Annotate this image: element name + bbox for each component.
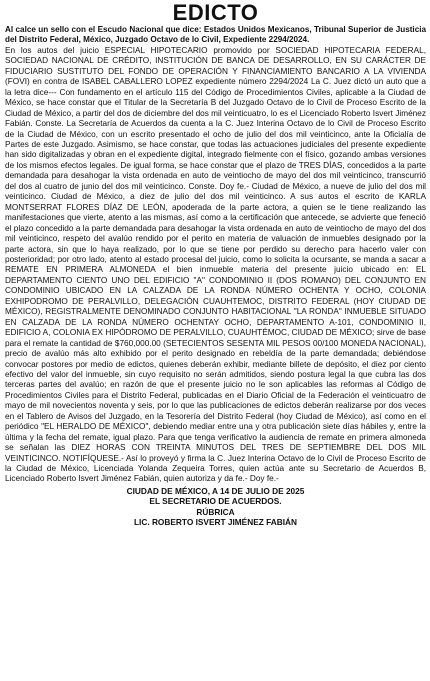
notice-title: EDICTO [172,0,259,25]
signature-note: RÚBRICA [196,506,235,517]
place-date: CIUDAD DE MÉXICO, A 14 DE JULIO DE 2025 [126,485,305,496]
seal-heading: Al calce un sello con el Escudo Nacional que dice: Estados Unidos Mexicanos, Tribunal Superior de Justicia del Distrito Federal, México, Juzgado Octavo de lo Civil, Expediente 2294/2024. [5,25,426,45]
signer-role: EL SECRETARIO DE ACUERDOS. [149,496,282,507]
notice-body: En los autos del juicio ESPECIAL HIPOTECARIO promovido por SOCIEDAD HIPOTECARIA FEDERAL, SOCIEDAD NACIONAL DE CRÉDITO, INSTITUCIÓN DE BANCA DE DESARROLLO, EN SU CARÁCTER DE FIDUCIARIO SUSTITUTO DEL FONDO DE OPERACIÓN Y FINANCIAMIENTO BANCARIO A LA VIVIENDA (FOVI) en contra de ISABEL CABALLERO LOPEZ expediente número 2294/2024 La C. Juez dictó un auto que a la letra dice--- Con fundamento en el artículo 115 del Código de Procedimientos Civiles, aplicable a la Ciudad de México, se hace constar que el Titular de la Secretaría B del Juzgado Octavo de lo Civil de Proceso Escrito de la Ciudad de México, a partir del dos de diciembre del dos mil veinticuatro, lo es el Licenciado Roberto Isvert Jiménez Fabián. Conste. La Secretaría de Acuerdos da cuenta a la C. Juez Interina Octavo de lo Civil de Proceso Escrito de la Ciudad de México, con un escrito presentado el ocho de julio del dos mil veinticinco, ante la Oficialía de Partes de este Juzgado. Asimismo, se hace constar, que todas las actuaciones judiciales del presente expediente han sido digitalizadas y obran en el expediente digital, integrado fielmente con el físico, gozando ambas versiones de los mismos efectos legales. De igual forma, se hace constar que el plazo de TRES DÍAS, concedidos a la parte demandada para desahogar la vista ordenada en auto de veintiocho de mayo del dos mil veinticinco, transcurrió del dos al cuatro de junio del dos mil veinticinco. Conste. Doy fe.- Ciudad de México, a nueve de julio del dos mil veinticinco. Ciudad de México, a diez de julio del dos mil veinticinco. A sus autos el escrito de KARLA MONTSERRAT FLORES DÍAZ DE LEÓN, apoderada de la parte actora, a quien se le tiene realizando las manifestaciones que vierte, atento a las mismas, así como a la certificación que antecede, se advierte que feneció el plazo concedido a la parte demandada para desahogar la vista ordenada en auto de veintiocho de mayo del dos mil veinticinco, respeto del avalúo rendido por el perito en materia de valuación de inmuebles designado por la parte actora, sin que lo haya realizado, por lo que se tiene por perdido su derecho para hacerlo valer con posterioridad; por otro lado, atento al estado procesal del juicio, como lo solicita la ocursante, se manda a sacar a REMATE EN PRIMERA ALMONEDA el bien inmueble materia del presente juicio ubicado en: EL DEPARTAMENTO CIENTO UNO DEL EDIFICIO "A" CONDOMINIO II (DOS ROMANO) DEL CONJUNTO EN CONDOMINIO UBICADO EN LA CALZADA DE LA RONDA NÚMERO OCHENTA Y OCHO, COLONIA EXHIPODROMO DE PERALVILLO, DELEGACIÓN CUAUHTEMOC, DISTRITO FEDERAL (HOY CIUDAD DE MÉXICO), REGISTRALMENTE DENOMINADO CONJUNTO HABITACIONAL "LA RONDA" INMUEBLE SITUADO EN CALZADA DE LA RONDA NÚMERO OCHENTAY OCHO, DEPARTAMENTO A-101, CONDOMINIO II, EDIFICIO A, COLONIA EX HIPÓDROMO DE PERALVILLO, CUAUHTÉMOC, CIUDAD DE MÉXICO; sirve de base para el remate la cantidad de $760,000.00 (SETECIENTOS SESENTA MIL PESOS 00/100 MONEDA NACIONAL), precio de avalúo más alto exhibido por el perito designado en rebeldía de la parte demandada; debiéndose convocar postores por medio de edictos, quienes deberán exhibir, mediante billete de depósito, el diez por ciento efectivo del valor del inmueble, sin cuyo requisito no serán admitidos, siendo postura legal la que cubra las dos terceras partes del avalúo; en razón de que el presente juicio no le son aplicables las reformas al Código de Procedimientos Civiles para el Distrito Federal, publicadas en el Diario Oficial de la Federación el veinticuatro de mayo de mil novecientos noventa y seis, por lo que las publicaciones de edictos deberán realizarse por dos veces en el Tablero de Avisos del Juzgado, en la Tesorería del Distrito Federal (hoy Ciudad de México), así como en el periódico "EL HERALDO DE MÉXICO", debiendo mediar entre una y otra publicación siete días hábiles y, entre la última y la fecha del remate, igual plazo. Para que tenga verificativo la audiencia de remate en primera almoneda se señalan las DIEZ HORAS CON TREINTA MINUTOS DEL TRES DE SEPTIEMBRE DEL DOS MIL VEINTICINCO. NOTIFÍQUESE.- Así lo proveyó y firma la C. Juez Interina Octavo de lo Civil de Proceso Escrito de la Ciudad de México, Licenciada Yolanda Zequeira Torres, quien actúa ante su Secretario de Acuerdos B, Licenciado Roberto Isvert Jiménez Fabián, quien autoriza y da fe.- Doy fe.- [5,45,426,484]
signer-name: LIC. ROBERTO ISVERT JIMÉNEZ FABIÁN [133,517,298,528]
signature-block [5,486,426,528]
